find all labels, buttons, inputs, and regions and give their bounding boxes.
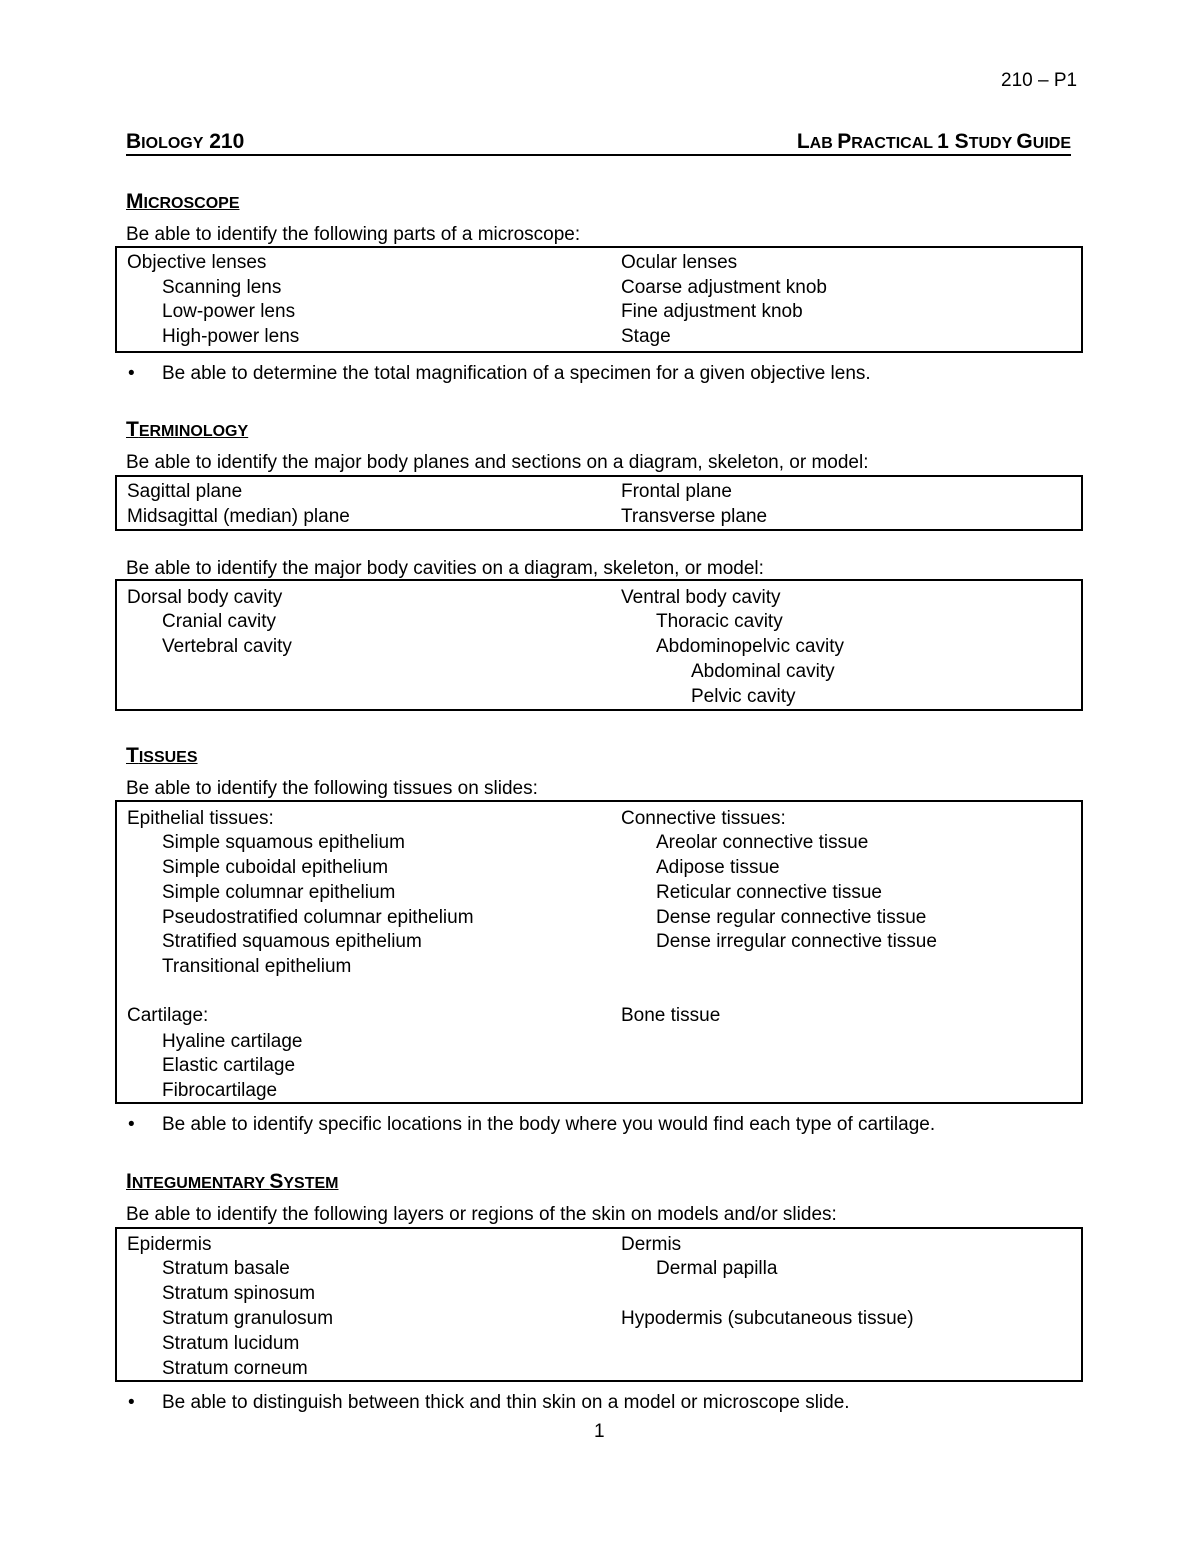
- list-item: Dermal papilla: [656, 1258, 778, 1279]
- planes-intro: Be able to identify the major body planes and sections on a diagram, skeleton, or model:: [126, 452, 869, 473]
- list-item: Thoracic cavity: [656, 611, 783, 632]
- body-cavities-box: [115, 579, 1083, 711]
- page-code: 210 – P1: [1001, 70, 1078, 91]
- list-item: Fine adjustment knob: [621, 301, 803, 322]
- list-item: Adipose tissue: [656, 857, 780, 878]
- section-heading-terminology: TERMINOLOGY: [126, 418, 249, 441]
- list-item: Ocular lenses: [621, 252, 738, 273]
- list-item: Simple columnar epithelium: [162, 882, 396, 903]
- list-item: Cartilage:: [127, 1005, 209, 1026]
- list-item: Fibrocartilage: [162, 1080, 278, 1101]
- list-item: Frontal plane: [621, 481, 732, 502]
- list-item: Transitional epithelium: [162, 956, 352, 977]
- list-item: Elastic cartilage: [162, 1055, 296, 1076]
- course-title: BIOLOGY 210: [126, 130, 245, 153]
- section-heading-tissues: TISSUES: [126, 744, 198, 767]
- section-heading-integumentary: INTEGUMENTARY SYSTEM: [126, 1170, 339, 1193]
- list-item: Stratified squamous epithelium: [162, 931, 422, 952]
- list-item: Vertebral cavity: [162, 636, 292, 657]
- list-item: Sagittal plane: [127, 481, 243, 502]
- list-item: Simple cuboidal epithelium: [162, 857, 389, 878]
- list-item: Stage: [621, 326, 671, 347]
- list-item: Hyaline cartilage: [162, 1031, 303, 1052]
- list-item: Pseudostratified columnar epithelium: [162, 907, 474, 928]
- tissues-intro: Be able to identify the following tissues on slides:: [126, 778, 538, 799]
- list-item: Midsagittal (median) plane: [127, 506, 350, 527]
- list-item: Epidermis: [127, 1234, 212, 1255]
- bullet-icon: •: [128, 1114, 135, 1135]
- list-item: Pelvic cavity: [691, 686, 796, 707]
- list-item: Hypodermis (subcutaneous tissue): [621, 1308, 914, 1329]
- microscope-parts-box: [115, 246, 1083, 353]
- list-item: Scanning lens: [162, 277, 282, 298]
- list-item: Stratum spinosum: [162, 1283, 316, 1304]
- list-item: Cranial cavity: [162, 611, 277, 632]
- list-item: Abdominopelvic cavity: [656, 636, 844, 657]
- cavities-intro: Be able to identify the major body cavities on a diagram, skeleton, or model:: [126, 558, 764, 579]
- list-item: High-power lens: [162, 326, 300, 347]
- body-planes-box: [115, 475, 1083, 531]
- tissues-box: [115, 800, 1083, 1104]
- list-item: Stratum lucidum: [162, 1333, 300, 1354]
- list-item: Low-power lens: [162, 301, 296, 322]
- list-item: Stratum granulosum: [162, 1308, 334, 1329]
- page-number: 1: [594, 1421, 605, 1442]
- list-item: Dorsal body cavity: [127, 587, 283, 608]
- list-item: Ventral body cavity: [621, 587, 781, 608]
- bullet-icon: •: [128, 1392, 135, 1413]
- list-item: Transverse plane: [621, 506, 768, 527]
- list-item: Dermis: [621, 1234, 682, 1255]
- list-item: Areolar connective tissue: [656, 832, 869, 853]
- list-item: Dense regular connective tissue: [656, 907, 927, 928]
- skin-layers-box: [115, 1227, 1083, 1382]
- list-item: Abdominal cavity: [691, 661, 835, 682]
- list-item: Stratum basale: [162, 1258, 290, 1279]
- list-item: Simple squamous epithelium: [162, 832, 405, 853]
- list-item: Coarse adjustment knob: [621, 277, 827, 298]
- section-heading-microscope: MICROSCOPE: [126, 190, 240, 213]
- title-rule: [126, 130, 1071, 156]
- bullet-icon: •: [128, 363, 135, 384]
- list-item: Stratum corneum: [162, 1358, 308, 1379]
- integumentary-intro: Be able to identify the following layers or regions of the skin on models and/or slides:: [126, 1204, 837, 1225]
- document-title: LAB PRACTICAL 1 STUDY GUIDE: [796, 130, 1071, 153]
- list-item: Connective tissues:: [621, 808, 786, 829]
- list-item: Dense irregular connective tissue: [656, 931, 937, 952]
- list-item: Reticular connective tissue: [656, 882, 882, 903]
- list-item: Objective lenses: [127, 252, 267, 273]
- list-item: Epithelial tissues:: [127, 808, 274, 829]
- list-item: Bone tissue: [621, 1005, 721, 1026]
- microscope-intro: Be able to identify the following parts of a microscope:: [126, 224, 581, 245]
